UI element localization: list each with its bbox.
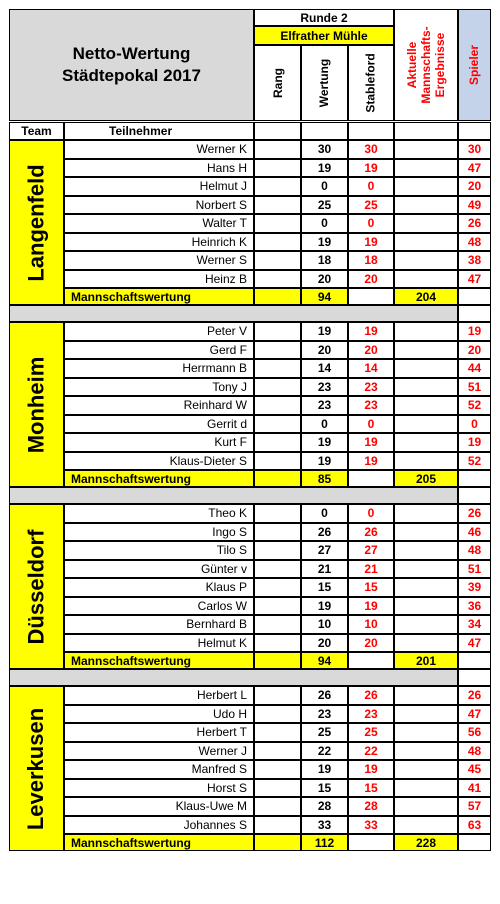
spieler-cell: 41: [458, 779, 491, 798]
spieler-cell: 56: [458, 723, 491, 742]
spieler-cell: 26: [458, 686, 491, 705]
summary-spieler-cell: [458, 288, 491, 305]
aktuelle-cell: [394, 615, 458, 634]
aktuelle-cell: [394, 779, 458, 798]
spieler-cell: 47: [458, 634, 491, 653]
wertung-cell: 0: [301, 177, 348, 196]
stableford-cell: 20: [348, 270, 394, 289]
wertung-cell: 19: [301, 433, 348, 452]
stableford-cell: 25: [348, 196, 394, 215]
aktuelle-cell: [394, 760, 458, 779]
wertung-cell: 19: [301, 159, 348, 178]
rang-cell: [254, 523, 301, 542]
team-aktuelle: 204: [394, 288, 458, 305]
runde-header: Runde 2: [254, 9, 394, 26]
summary-stableford-cell: [348, 288, 394, 305]
player-name: Gerrit d: [64, 415, 254, 434]
rang-cell: [254, 723, 301, 742]
stableford-cell: 14: [348, 359, 394, 378]
spieler-cell: 34: [458, 615, 491, 634]
team-aktuelle: 201: [394, 652, 458, 669]
aktuelle-cell: [394, 634, 458, 653]
stableford-cell: 26: [348, 523, 394, 542]
rang-cell: [254, 560, 301, 579]
aktuelle-cell: [394, 523, 458, 542]
aktuelle-cell: [394, 452, 458, 471]
player-name: Werner K: [64, 140, 254, 159]
player-name: Klaus-Uwe M: [64, 797, 254, 816]
stableford-cell: 19: [348, 233, 394, 252]
player-name: Heinrich K: [64, 233, 254, 252]
team-summary-label: Mannschaftswertung: [64, 834, 254, 851]
wertung-cell: 20: [301, 270, 348, 289]
rang-cell: [254, 760, 301, 779]
col-rang-header: Rang: [254, 45, 301, 121]
section-separator: [9, 669, 458, 686]
spieler-cell: 52: [458, 452, 491, 471]
rang-cell: [254, 214, 301, 233]
section-separator: [9, 487, 458, 504]
stableford-cell: 26: [348, 686, 394, 705]
rang-cell: [254, 705, 301, 724]
wertung-cell: 0: [301, 415, 348, 434]
stableford-cell: 19: [348, 597, 394, 616]
player-name: Johannes S: [64, 816, 254, 835]
team-wertung: 94: [301, 288, 348, 305]
stableford-cell: 20: [348, 634, 394, 653]
aktuelle-cell: [394, 270, 458, 289]
rang-cell: [254, 433, 301, 452]
spieler-cell: 51: [458, 378, 491, 397]
col-aktuelle-line-3: Ergebnisse: [433, 32, 447, 98]
player-name: Günter v: [64, 560, 254, 579]
stableford-cell: 0: [348, 214, 394, 233]
rang-cell: [254, 159, 301, 178]
stableford-cell: 30: [348, 140, 394, 159]
aktuelle-cell: [394, 196, 458, 215]
wertung-cell: 21: [301, 560, 348, 579]
col-aktuelle-line-1: Aktuelle: [405, 41, 419, 89]
rang-cell: [254, 504, 301, 523]
rang-cell: [254, 779, 301, 798]
stableford-cell: 23: [348, 396, 394, 415]
wertung-cell: 23: [301, 705, 348, 724]
spieler-cell: 46: [458, 523, 491, 542]
player-name: Klaus-Dieter S: [64, 452, 254, 471]
rang-cell: [254, 396, 301, 415]
team-name-label: Langenfeld: [9, 140, 64, 305]
stableford-cell: 33: [348, 816, 394, 835]
rang-cell: [254, 251, 301, 270]
stableford-cell: 15: [348, 578, 394, 597]
separator-spieler-cell: [458, 487, 491, 504]
rang-cell: [254, 452, 301, 471]
stableford-cell: 0: [348, 415, 394, 434]
wertung-cell: 27: [301, 541, 348, 560]
wertung-cell: 26: [301, 523, 348, 542]
rang-cell: [254, 196, 301, 215]
wertung-cell: 19: [301, 322, 348, 341]
summary-spieler-cell: [458, 834, 491, 851]
spieler-cell: 63: [458, 816, 491, 835]
spieler-cell: 36: [458, 597, 491, 616]
spieler-cell: 51: [458, 560, 491, 579]
aktuelle-cell: [394, 359, 458, 378]
team-aktuelle: 205: [394, 470, 458, 487]
player-name: Manfred S: [64, 760, 254, 779]
player-name: Norbert S: [64, 196, 254, 215]
wertung-cell: 15: [301, 779, 348, 798]
col-aktuelle-header: [394, 9, 458, 121]
spieler-cell: 0: [458, 415, 491, 434]
player-name: Herbert T: [64, 723, 254, 742]
spieler-cell: 39: [458, 578, 491, 597]
aktuelle-cell: [394, 597, 458, 616]
summary-stableford-cell: [348, 652, 394, 669]
team-wertung: 94: [301, 652, 348, 669]
player-name: Werner S: [64, 251, 254, 270]
stableford-cell: 19: [348, 322, 394, 341]
rang-cell: [254, 578, 301, 597]
stableford-cell: 19: [348, 760, 394, 779]
aktuelle-cell: [394, 322, 458, 341]
player-name: Tony J: [64, 378, 254, 397]
stableford-cell: 15: [348, 779, 394, 798]
summary-rang-cell: [254, 834, 301, 851]
rang-cell: [254, 597, 301, 616]
wertung-cell: 15: [301, 578, 348, 597]
wertung-cell: 23: [301, 396, 348, 415]
player-name: Kurt F: [64, 433, 254, 452]
stableford-cell: 0: [348, 504, 394, 523]
wertung-cell: 0: [301, 214, 348, 233]
player-name: Walter T: [64, 214, 254, 233]
aktuelle-cell: [394, 742, 458, 761]
separator-spieler-cell: [458, 669, 491, 686]
rang-cell: [254, 322, 301, 341]
col-stableford-header: Stableford: [348, 45, 394, 121]
rang-cell: [254, 359, 301, 378]
team-summary-label: Mannschaftswertung: [64, 288, 254, 305]
aktuelle-cell: [394, 705, 458, 724]
player-name: Helmut J: [64, 177, 254, 196]
rang-cell: [254, 541, 301, 560]
player-name: Carlos W: [64, 597, 254, 616]
stableford-cell: 23: [348, 378, 394, 397]
spieler-cell: 48: [458, 742, 491, 761]
player-name: Helmut K: [64, 634, 254, 653]
wertung-cell: 19: [301, 233, 348, 252]
rang-cell: [254, 378, 301, 397]
aktuelle-cell: [394, 177, 458, 196]
player-name: Herrmann B: [64, 359, 254, 378]
stableford-cell: 19: [348, 159, 394, 178]
summary-spieler-cell: [458, 652, 491, 669]
team-aktuelle: 228: [394, 834, 458, 851]
aktuelle-cell: [394, 797, 458, 816]
col-aktuelle-line-2: Mannschafts-: [419, 26, 433, 104]
wertung-cell: 20: [301, 634, 348, 653]
wertung-cell: 19: [301, 760, 348, 779]
spieler-cell: 30: [458, 140, 491, 159]
stableford-cell: 27: [348, 541, 394, 560]
stableford-cell: 18: [348, 251, 394, 270]
summary-rang-cell: [254, 288, 301, 305]
stableford-cell: 23: [348, 705, 394, 724]
team-name-label: Leverkusen: [9, 686, 64, 851]
summary-rang-cell: [254, 652, 301, 669]
aktuelle-cell: [394, 214, 458, 233]
aktuelle-cell: [394, 723, 458, 742]
col-spieler-header: Spieler: [458, 9, 491, 121]
aktuelle-cell: [394, 251, 458, 270]
wertung-cell: 0: [301, 504, 348, 523]
stableford-cell: 20: [348, 341, 394, 360]
stableford-cell: 19: [348, 433, 394, 452]
summary-rang-cell: [254, 470, 301, 487]
spieler-cell: 52: [458, 396, 491, 415]
stableford-cell: 25: [348, 723, 394, 742]
stableford-cell: 21: [348, 560, 394, 579]
aktuelle-cell: [394, 541, 458, 560]
player-name: Udo H: [64, 705, 254, 724]
wertung-cell: 33: [301, 816, 348, 835]
aktuelle-cell: [394, 396, 458, 415]
stableford-cell: 28: [348, 797, 394, 816]
spieler-cell: 44: [458, 359, 491, 378]
aktuelle-cell: [394, 341, 458, 360]
summary-stableford-cell: [348, 470, 394, 487]
player-name: Peter V: [64, 322, 254, 341]
aktuelle-cell: [394, 560, 458, 579]
player-name: Herbert L: [64, 686, 254, 705]
player-name: Klaus P: [64, 578, 254, 597]
stableford-cell: 19: [348, 452, 394, 471]
rang-cell: [254, 177, 301, 196]
team-summary-label: Mannschaftswertung: [64, 470, 254, 487]
spieler-cell: 20: [458, 341, 491, 360]
rang-cell: [254, 415, 301, 434]
rang-cell: [254, 233, 301, 252]
summary-stableford-cell: [348, 834, 394, 851]
aktuelle-cell: [394, 378, 458, 397]
spieler-cell: 47: [458, 270, 491, 289]
player-name: Theo K: [64, 504, 254, 523]
wertung-cell: 25: [301, 723, 348, 742]
aktuelle-cell: [394, 686, 458, 705]
spieler-cell: 38: [458, 251, 491, 270]
team-wertung: 112: [301, 834, 348, 851]
player-name: Gerd F: [64, 341, 254, 360]
rang-cell: [254, 341, 301, 360]
aktuelle-cell: [394, 578, 458, 597]
rang-cell: [254, 686, 301, 705]
wertung-cell: 26: [301, 686, 348, 705]
aktuelle-cell: [394, 140, 458, 159]
spieler-cell: 48: [458, 541, 491, 560]
wertung-cell: 25: [301, 196, 348, 215]
spieler-cell: 49: [458, 196, 491, 215]
player-name: Reinhard W: [64, 396, 254, 415]
wertung-cell: 18: [301, 251, 348, 270]
aktuelle-cell: [394, 816, 458, 835]
aktuelle-cell: [394, 233, 458, 252]
stableford-cell: 10: [348, 615, 394, 634]
wertung-cell: 23: [301, 378, 348, 397]
rang-cell: [254, 816, 301, 835]
wertung-cell: 19: [301, 452, 348, 471]
team-column-label: Team: [9, 122, 64, 140]
wertung-cell: 30: [301, 140, 348, 159]
spieler-cell: 45: [458, 760, 491, 779]
rang-cell: [254, 615, 301, 634]
aktuelle-cell: [394, 504, 458, 523]
player-name: Heinz B: [64, 270, 254, 289]
stableford-cell: 0: [348, 177, 394, 196]
spieler-cell: 20: [458, 177, 491, 196]
team-summary-label: Mannschaftswertung: [64, 652, 254, 669]
title-box: [9, 9, 254, 121]
spieler-cell: 47: [458, 159, 491, 178]
player-name: Bernhard B: [64, 615, 254, 634]
summary-spieler-cell: [458, 470, 491, 487]
spieler-cell: 19: [458, 322, 491, 341]
course-header: Elfrather Mühle: [254, 26, 394, 45]
rang-cell: [254, 634, 301, 653]
spieler-cell: 57: [458, 797, 491, 816]
wertung-cell: 20: [301, 341, 348, 360]
player-name: Hans H: [64, 159, 254, 178]
title-line-1: Netto-Wertung: [72, 44, 191, 63]
wertung-cell: 19: [301, 597, 348, 616]
team-wertung: 85: [301, 470, 348, 487]
rang-cell: [254, 270, 301, 289]
wertung-cell: 28: [301, 797, 348, 816]
aktuelle-cell: [394, 433, 458, 452]
wertung-cell: 10: [301, 615, 348, 634]
spieler-cell: 26: [458, 214, 491, 233]
wertung-cell: 22: [301, 742, 348, 761]
player-name: Horst S: [64, 779, 254, 798]
aktuelle-cell: [394, 415, 458, 434]
stableford-cell: 22: [348, 742, 394, 761]
separator-spieler-cell: [458, 305, 491, 322]
rang-cell: [254, 797, 301, 816]
spieler-cell: 19: [458, 433, 491, 452]
player-name: Tilo S: [64, 541, 254, 560]
section-separator: [9, 305, 458, 322]
rang-cell: [254, 140, 301, 159]
wertung-cell: 14: [301, 359, 348, 378]
team-name-label: Düsseldorf: [9, 504, 64, 669]
team-name-label: Monheim: [9, 322, 64, 487]
player-name: Werner J: [64, 742, 254, 761]
spieler-cell: 26: [458, 504, 491, 523]
spieler-cell: 48: [458, 233, 491, 252]
rang-cell: [254, 742, 301, 761]
title-line-2: Städtepokal 2017: [62, 66, 201, 85]
col-wertung-header: Wertung: [301, 45, 348, 121]
aktuelle-cell: [394, 159, 458, 178]
player-name: Ingo S: [64, 523, 254, 542]
teilnehmer-column-label: Teilnehmer: [64, 122, 254, 140]
spieler-cell: 47: [458, 705, 491, 724]
